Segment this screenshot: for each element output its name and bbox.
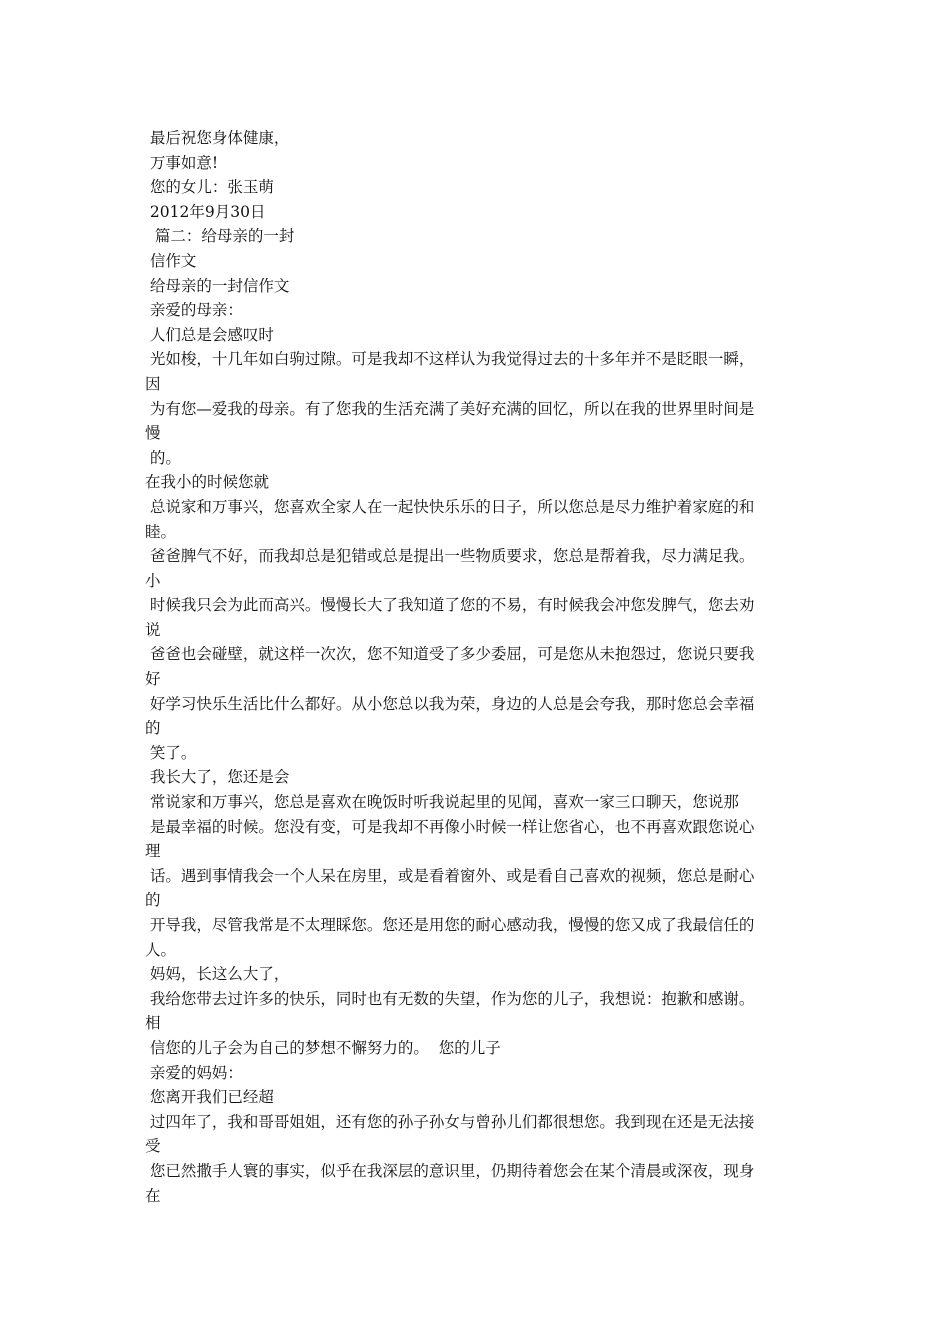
text-line: 信您的儿子会为自己的梦想不懈努力的。 您的儿子 <box>145 1038 501 1057</box>
text-line: 在 <box>145 1186 161 1205</box>
text-line: 万事如意! <box>145 153 219 172</box>
text-line: 2012年9月30日 <box>145 202 266 221</box>
text-line: 常说家和万事兴，您总是喜欢在晚饭时听我说起里的见闻，喜欢一家三口聊天，您说那 <box>145 793 739 812</box>
text-line: 我给您带去过许多的快乐，同时也有无数的失望，作为您的儿子，我想说：抱歉和感谢。 <box>145 989 755 1008</box>
text-line: 爸爸也会碰壁，就这样一次次，您不知道受了多少委屈，可是您从未抱怨过，您说只要我 <box>145 645 755 664</box>
text-line: 妈妈，长这么大了， <box>145 965 290 984</box>
text-line: 篇二：给母亲的一封 <box>145 227 295 246</box>
text-line: 理 <box>145 842 161 861</box>
text-line: 光如梭，十几年如白驹过隙。可是我却不这样认为我觉得过去的十多年并不是眨眼一瞬， <box>145 350 755 369</box>
text-line: 您已然撒手人寰的事实，似乎在我深层的意识里，仍期待着您会在某个清晨或深夜，现身 <box>145 1161 755 1180</box>
text-line: 的 <box>145 891 161 910</box>
text-line: 时候我只会为此而高兴。慢慢长大了我知道了您的不易，有时候我会冲您发脾气，您去劝 <box>145 596 755 615</box>
text-line: 因 <box>145 374 161 393</box>
text-line: 人。 <box>145 940 177 959</box>
text-line: 笑了。 <box>145 743 197 762</box>
text-line: 过四年了，我和哥哥姐姐，还有您的孙子孙女与曾孙儿们都很想您。我到现在还是无法接 <box>145 1112 755 1131</box>
text-line: 给母亲的一封信作文 <box>145 276 290 295</box>
text-line: 亲爱的妈妈： <box>145 1063 243 1082</box>
text-line: 人们总是会感叹时 <box>145 325 274 344</box>
text-line: 话。遇到事情我会一个人呆在房里，或是看着窗外、或是看自己喜欢的视频，您总是耐心 <box>145 866 755 885</box>
text-line: 开导我，尽管我常是不太理睬您。您还是用您的耐心感动我，慢慢的您又成了我最信任的 <box>145 916 755 934</box>
text-line: 为有您—爱我的母亲。有了您我的生活充满了美好充满的回忆，所以在我的世界里时间是 <box>145 399 755 418</box>
letter-text-block <box>145 126 810 1208</box>
text-line: 慢 <box>145 424 161 443</box>
text-line: 的。 <box>145 448 181 467</box>
text-line: 信作文 <box>145 251 197 270</box>
text-line: 的 <box>145 719 161 738</box>
text-line: 相 <box>145 1014 161 1033</box>
text-line: 好 <box>145 670 161 689</box>
text-line: 您离开我们已经超 <box>145 1088 274 1107</box>
text-line: 小 <box>145 571 161 590</box>
text-line: 睦。 <box>145 522 177 541</box>
text-line: 最后祝您身体健康， <box>145 129 290 147</box>
text-line: 您的女儿：张玉萌 <box>145 178 274 197</box>
text-line: 总说家和万事兴，您喜欢全家人在一起快快乐乐的日子，所以您总是尽力维护着家庭的和 <box>145 497 755 516</box>
text-line: 好学习快乐生活比什么都好。从小您总以我为荣，身边的人总是会夸我，那时您总会幸福 <box>145 694 755 713</box>
text-line: 在我小的时候您就 <box>145 473 270 492</box>
text-line: 爸爸脾气不好，而我却总是犯错或总是提出一些物质要求，您总是帮着我，尽力满足我。 <box>145 547 755 566</box>
text-line: 说 <box>145 620 161 639</box>
text-line: 我长大了，您还是会 <box>145 768 290 787</box>
text-line: 是最幸福的时候。您没有变，可是我却不再像小时候一样让您省心，也不再喜欢跟您说心 <box>145 817 755 836</box>
text-line: 受 <box>145 1137 161 1156</box>
text-line: 亲爱的母亲： <box>145 301 243 320</box>
